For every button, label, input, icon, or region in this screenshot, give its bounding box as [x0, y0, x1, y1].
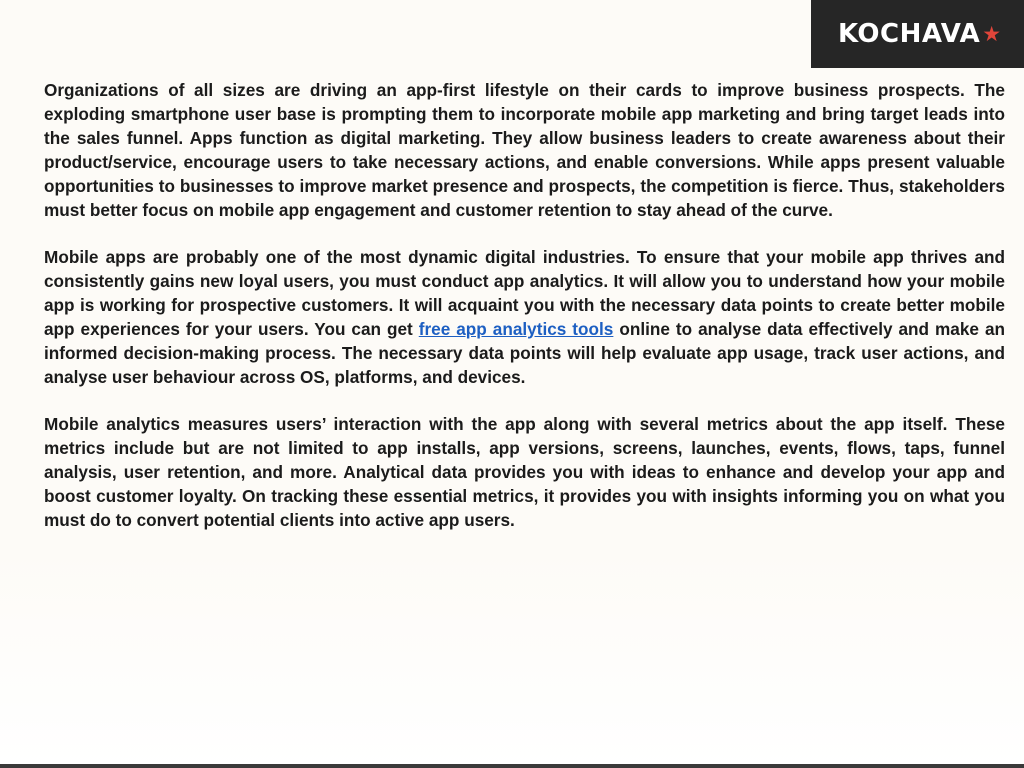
free-app-analytics-tools-link[interactable]: free app analytics tools	[418, 319, 614, 339]
brand-logo	[811, 0, 1024, 68]
brand-name: KOCHAVA	[837, 19, 981, 49]
paragraph-intro: Organizations of all sizes are driving an app-first lifestyle on their cards to improve business prospects. The exploding smartphone user base is prompting them to incorporate mobile app marketing and bring target leads into the sales funnel. Apps function as digital marketing. They allow business leaders to create awareness about their product/service, encourage users to take necessary actions, and enable conversions. While apps present valuable opportunities to businesses to improve market presence and prospects, the competition is fierce. Thus, stakeholders must better focus on mobile app engagement and customer retention to stay ahead of the curve.	[44, 80, 1005, 220]
paragraph-analytics	[44, 245, 1005, 389]
paragraph-text-before-link: Mobile apps are probably one of the most dynamic digital industries. To ensure that your mobile app thrives and consistently gains new loyal users, you must conduct app analytics. It will allow you to understand how your mobile app is working for prospective customers. It will acquaint you with the necessary data points to create better mobile app experiences for your users. You can get	[44, 247, 1005, 339]
paragraph-metrics: Mobile analytics measures users’ interaction with the app along with several metrics about the app itself. These metrics include but are not limited to app installs, app versions, screens, launches, events, flows, taps, funnel analysis, user retention, and more. Analytical data provides you with ideas to enhance and develop your app and boost customer loyalty. On tracking these essential metrics, it provides you with insights informing you on what you must do to convert potential clients into active app users.	[44, 414, 1005, 530]
star-icon: ★	[982, 22, 1002, 46]
article-body	[44, 78, 1005, 555]
paragraph-text-after-link: online to analyse data effectively and make an informed decision-making process. The necessary data points will help evaluate app usage, track user actions, and analyse user behaviour across OS, platforms, and devices.	[44, 319, 1006, 387]
bottom-divider	[0, 764, 1024, 768]
